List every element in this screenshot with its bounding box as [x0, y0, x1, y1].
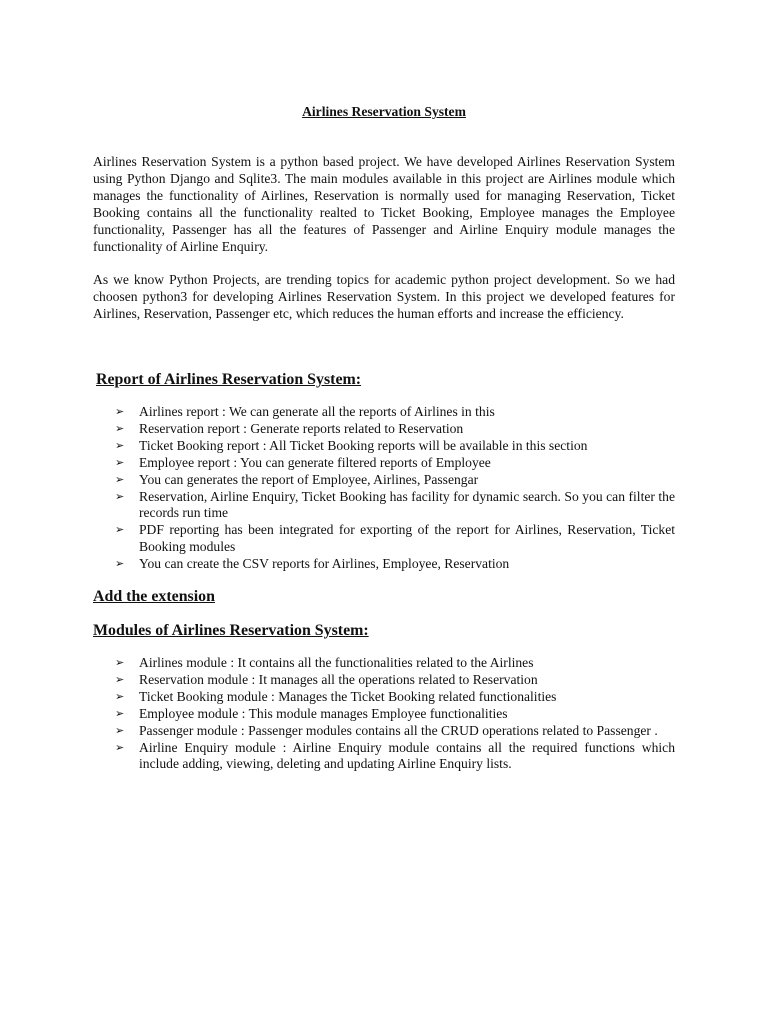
arrow-bullet-icon: ➢ [115, 455, 125, 469]
list-item-text: You can generates the report of Employee, Airlines, Passengar [139, 471, 479, 487]
list-item-text: Airlines module : It contains all the functionalities related to the Airlines [139, 655, 534, 670]
list-item [93, 455, 675, 472]
intro-paragraph-2: As we know Python Projects, are trending topics for academic python project development. So we had choosen python3 for developing Airlines Reservation System. In this project we developed features for Airlines, Reservation, Passenger etc, which reduces the human efforts and increase the efficiency. [93, 272, 675, 321]
list-item [93, 522, 675, 556]
list-item-text: Airlines report : We can generate all the reports of Airlines in this [139, 404, 495, 419]
list-item-text: Ticket Booking module : Manages the Ticket Booking related functionalities [139, 688, 557, 704]
list-item [93, 655, 675, 672]
list-item [93, 421, 675, 438]
list-item [93, 672, 675, 689]
list-item-text: Reservation, Airline Enquiry, Ticket Booking has facility for dynamic search. So you can filter the records run time [139, 488, 675, 521]
list-item [93, 706, 675, 723]
list-item [93, 472, 675, 489]
intro-paragraph-1: Airlines Reservation System is a python based project. We have developed Airlines Reservation System using Python Django and Sqlite3. The main modules available in this project are Airlines module which manages the functionality of Airlines, Reservation is normally used for managing Reservation, Ticket Booking contains all the functionality realted to Ticket Booking, Employee manages the Employee functionality, Passenger has all the features of Passenger and Airline Enquiry module manages the functionality of Airline Enquiry. [93, 154, 675, 254]
arrow-bullet-icon: ➢ [115, 405, 125, 418]
list-item [93, 489, 675, 523]
list-item-text: Reservation module : It manages all the operations related to Reservation [139, 671, 538, 687]
document-title: Airlines Reservation System [302, 104, 466, 119]
extension-heading: Add the extension [93, 588, 215, 605]
list-item [93, 404, 675, 421]
modules-heading: Modules of Airlines Reservation System: [93, 622, 369, 639]
report-list [93, 404, 675, 573]
list-item-text: PDF reporting has been integrated for exporting of the report for Airlines, Reservation, Ticket Booking modules [139, 522, 675, 555]
list-item [93, 556, 675, 573]
list-item-text: You can create the CSV reports for Airlines, Employee, Reservation [139, 556, 510, 572]
list-item-text: Airline Enquiry module : Airline Enquiry module contains all the required functions which include adding, viewing, deleting and updating Airline Enquiry lists. [139, 739, 675, 772]
arrow-bullet-icon: ➢ [115, 740, 125, 754]
list-item-text: Reservation report : Generate reports related to Reservation [139, 420, 464, 436]
arrow-bullet-icon: ➢ [115, 489, 125, 503]
arrow-bullet-icon: ➢ [115, 689, 125, 703]
arrow-bullet-icon: ➢ [115, 723, 125, 737]
arrow-bullet-icon: ➢ [115, 438, 125, 452]
arrow-bullet-icon: ➢ [115, 421, 125, 435]
arrow-bullet-icon: ➢ [115, 557, 125, 571]
arrow-bullet-icon: ➢ [115, 672, 125, 686]
arrow-bullet-icon: ➢ [115, 472, 125, 486]
list-item [93, 438, 675, 455]
list-item [93, 723, 675, 740]
list-item [93, 689, 675, 706]
arrow-bullet-icon: ➢ [115, 706, 125, 720]
arrow-bullet-icon: ➢ [115, 523, 125, 537]
list-item-text: Ticket Booking report : All Ticket Booking reports will be available in this section [139, 437, 588, 453]
report-heading: Report of Airlines Reservation System: [96, 371, 362, 388]
modules-list [93, 655, 675, 773]
list-item-text: Employee report : You can generate filtered reports of Employee [139, 454, 491, 470]
list-item [93, 740, 675, 774]
list-item-text: Passenger module : Passenger modules contains all the CRUD operations related to Passenger . [139, 722, 658, 738]
arrow-bullet-icon: ➢ [115, 656, 125, 669]
list-item-text: Employee module : This module manages Employee functionalities [139, 705, 508, 721]
